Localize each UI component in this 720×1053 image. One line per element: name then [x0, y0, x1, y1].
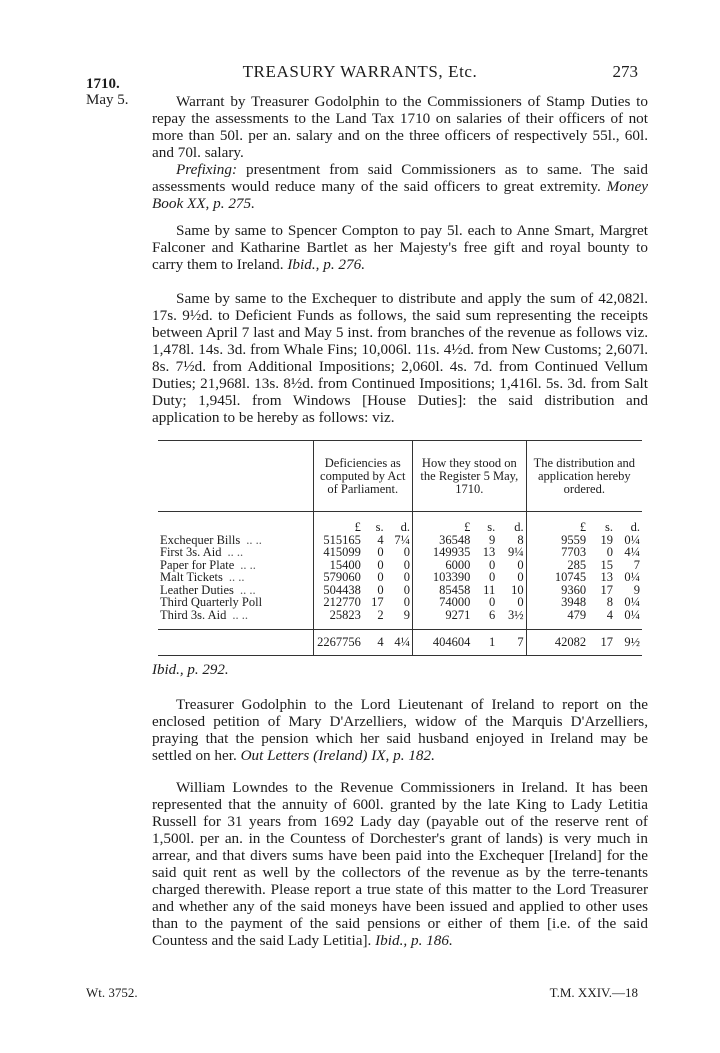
cell-value: 17 — [600, 582, 614, 597]
cell-value: 0 — [377, 570, 384, 584]
cell-value: 9 — [488, 532, 496, 547]
cell-value: 579060 — [313, 571, 363, 584]
source-reference: Money Book XX, p. 275. — [152, 178, 648, 212]
leader-dots: .. .. — [228, 570, 245, 584]
cell-value: 10745 — [526, 571, 588, 584]
table-row — [158, 609, 642, 622]
cell-value: 212770 — [313, 596, 363, 609]
cell-value: 4¼ — [624, 545, 640, 559]
running-header-title: TREASURY WARRANTS, Etc. — [242, 62, 478, 81]
cell-value: 19 — [600, 532, 614, 547]
cell-value: 36548 — [412, 534, 472, 547]
cell-value: 504438 — [313, 584, 363, 597]
unit-shillings: s. — [487, 520, 496, 534]
cell-value: 103390 — [412, 571, 472, 584]
col-distribution-header: The distribution and application hereby ordered. — [526, 441, 642, 512]
cell-value: 9360 — [526, 584, 588, 597]
cell-value: 0¼ — [624, 607, 640, 622]
unit-row — [158, 512, 642, 534]
total-value: 7 — [517, 634, 524, 649]
cell-value: 15 — [600, 557, 614, 572]
entry-darzelliers — [152, 696, 648, 764]
cell-value: 0 — [403, 557, 410, 572]
col-register-header: How they stood on the Register 5 May, 1710. — [412, 441, 526, 512]
totals-row — [158, 629, 642, 655]
fund-name: Third 3s. Aid — [160, 607, 227, 622]
cell-value: 149935 — [412, 546, 472, 559]
total-value: 42082 — [526, 629, 588, 655]
cell-value: 0¼ — [624, 532, 640, 547]
cell-value: 13 — [600, 570, 614, 584]
cell-value: 0 — [517, 557, 524, 572]
margin-year: 1710. — [86, 76, 120, 92]
leader-dots — [262, 595, 268, 609]
entry-text: presentment from said Commissioners as to same. The said assessments would reduce many of the said officers to great extremity. — [152, 161, 648, 195]
fund-name: Third Quarterly Poll — [160, 595, 263, 609]
cell-value: 0 — [403, 595, 410, 609]
cell-value: 515165 — [313, 534, 363, 547]
fund-name: Paper for Plate — [160, 557, 235, 572]
source-reference: Ibid., p. 186. — [375, 932, 453, 949]
cell-value: 17 — [371, 595, 384, 609]
entry-exchequer-distribution — [152, 290, 648, 426]
unit-shillings: s. — [605, 520, 614, 534]
entry-text: Same by same to Spencer Compton to pay 5l. each to Anne Smart, Margret Falconer and Katharine Bartlet as her Majesty's free gift and royal bounty to carry them to Ireland. — [152, 222, 648, 273]
entry-lowndes-ireland — [152, 779, 648, 949]
fund-name: Exchequer Bills — [160, 532, 241, 547]
entry-text: Treasurer Godolphin to the Lord Lieutenant of Ireland to report on the enclosed petition of Mary D'Arzelliers, widow of the Marquis D'Arzelliers, praying that the pension which her said husband enjoyed in Ireland may be settled on her. — [152, 696, 648, 764]
cell-value: 25823 — [313, 609, 363, 622]
cell-value: 9 — [403, 607, 410, 622]
unit-pence: d. — [400, 520, 410, 534]
cell-value: 7703 — [526, 546, 588, 559]
cell-value: 0 — [403, 545, 410, 559]
entry-stamp-duties — [152, 93, 648, 212]
cell-value: 8 — [606, 595, 614, 609]
leader-dots: .. .. — [240, 557, 256, 572]
cell-value: 4 — [377, 532, 384, 547]
total-value: 4¼ — [394, 634, 410, 649]
cell-value: 85458 — [412, 584, 472, 597]
cell-value: 0 — [517, 570, 524, 584]
cell-value: 0 — [377, 545, 384, 559]
cell-value: 415099 — [313, 546, 363, 559]
cell-value: 15400 — [313, 559, 363, 572]
cell-value: 4 — [606, 607, 614, 622]
total-value: 17 — [600, 634, 614, 649]
entry-spencer-compton — [152, 222, 648, 273]
cell-value: 11 — [483, 582, 496, 597]
cell-value: 3948 — [526, 596, 588, 609]
leader-dots: .. .. — [239, 582, 256, 597]
cell-value: 0 — [488, 557, 496, 572]
col-deficiencies-header: Deficiencies as computed by Act of Parliament. — [313, 441, 412, 512]
cell-value: 6000 — [412, 559, 472, 572]
cell-value: 10 — [511, 582, 524, 597]
cell-value: 0 — [403, 582, 410, 597]
entry-text: William Lowndes to the Revenue Commissioners in Ireland. It has been represented that the annuity of 600l. granted by the late King to Lady Letitia Russell for 31 years from 1692 Lady day (payable out of the reserve rent of 1,500l. per an. in the Countess of Dorchester's grant of lands) is very much in arrear, and that divers sums have been paid into the Exchequer [Ireland] for the said quit rent as well by the collectors of the revenue as by the terre-tenants charged therewith. Please report a true state of this matter to the Lord Treasurer and whether any of the said moneys have been issued and applied to other uses than to the payment of the said pensions or either of them [i.e. of the said Countess and the said Lady Letitia]. — [152, 779, 648, 949]
cell-value: 285 — [526, 559, 588, 572]
unit-pounds: £ — [313, 512, 363, 534]
cell-value: 9¼ — [508, 545, 524, 559]
cell-value: 9559 — [526, 534, 588, 547]
total-value: 2267756 — [313, 629, 363, 655]
deficient-funds-table — [158, 440, 642, 656]
unit-pence: d. — [514, 520, 524, 534]
footer-printer-mark: Wt. 3752. — [86, 985, 138, 1000]
cell-value: 0 — [606, 545, 614, 559]
fund-column-header — [158, 441, 313, 512]
total-value: 4 — [377, 634, 384, 649]
cell-value: 7¼ — [394, 532, 410, 547]
cell-value: 13 — [482, 545, 496, 559]
total-value: 1 — [488, 634, 496, 649]
entry-text: Same by same to the Exchequer to distribute and apply the sum of 42,082l. 17s. 9½d. to Deficient Funds as follows, the said sum representing the receipts between April 7 last and May 5 inst. from branches of the revenue as follows viz. 1,478l. 14s. 3d. from Whale Fins; 10,006l. 11s. 4½d. from New Customs; 2,607l. 8s. 7½d. from Additional Impositions; 2,060l. 4s. 7d. from Continued Vellum Duties; 21,968l. 13s. 8½d. from Continued Impositions; 1,416l. 5s. 3d. from Salt Duty; 1,945l. from Windows [House Duties]: the said distribution and application to be hereby as follows: viz. — [152, 290, 648, 426]
table-source-reference: Ibid., p. 292. — [152, 662, 229, 678]
cell-value: 74000 — [412, 596, 472, 609]
prefix-label: Prefixing: — [176, 161, 238, 178]
source-reference: Ibid., p. 276. — [287, 256, 365, 273]
cell-value: 0¼ — [624, 570, 640, 584]
cell-value: 0 — [488, 570, 496, 584]
unit-pounds: £ — [526, 512, 588, 534]
leader-dots: .. .. — [246, 532, 262, 547]
unit-pounds: £ — [412, 512, 472, 534]
cell-value: 9 — [633, 582, 640, 597]
cell-value: 0 — [377, 582, 384, 597]
total-value: 404604 — [412, 629, 472, 655]
cell-value: 2 — [377, 607, 384, 622]
cell-value: 6 — [488, 607, 496, 622]
cell-value: 8 — [517, 532, 524, 547]
cell-value: 0 — [403, 570, 410, 584]
cell-value: 3½ — [508, 607, 524, 622]
cell-value: 0 — [517, 595, 524, 609]
leader-dots: .. .. — [227, 545, 244, 559]
cell-value: 479 — [526, 609, 588, 622]
unit-shillings: s. — [375, 520, 384, 534]
leader-dots: .. .. — [232, 607, 248, 622]
fund-name: Malt Tickets — [160, 570, 223, 584]
entry-text: Warrant by Treasurer Godolphin to the Commissioners of Stamp Duties to repay the assessments to the Land Tax 1710 on salaries of their officers of not more than 50l. per an. salary and on the three officers of respectively 55l., 60l. and 70l. salary. — [152, 93, 648, 161]
fund-name: First 3s. Aid — [160, 545, 222, 559]
cell-value: 7 — [633, 557, 640, 572]
fund-name: Leather Duties — [160, 582, 234, 597]
source-reference: Out Letters (Ireland) IX, p. 182. — [240, 747, 435, 764]
unit-pence: d. — [630, 520, 640, 534]
margin-date: May 5. — [86, 92, 129, 108]
table-row — [158, 596, 642, 609]
page-number: 273 — [612, 62, 638, 81]
footer-signature: T.M. XXIV.—18 — [549, 985, 638, 1000]
cell-value: 9271 — [412, 609, 472, 622]
cell-value: 0¼ — [624, 595, 640, 609]
total-value: 9½ — [624, 634, 640, 649]
cell-value: 0 — [488, 595, 496, 609]
cell-value: 0 — [377, 557, 384, 572]
